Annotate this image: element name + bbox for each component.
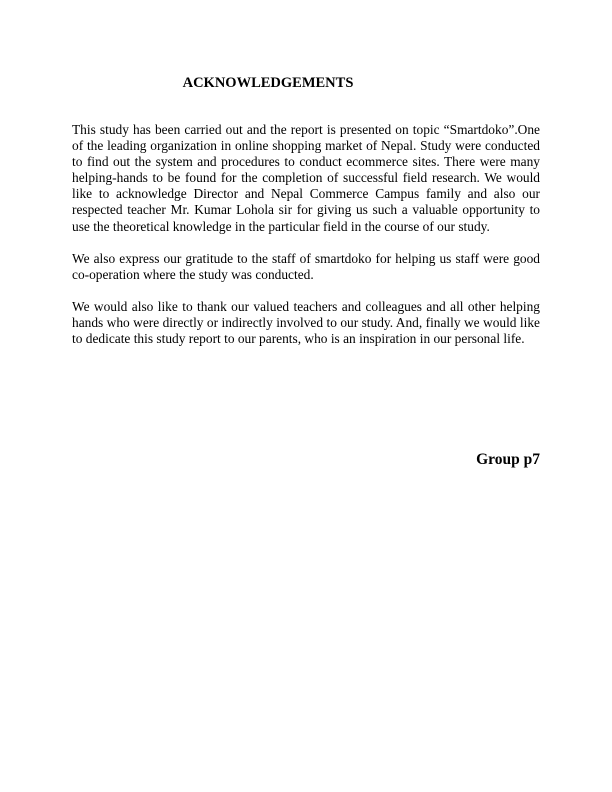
paragraph-gratitude: We also express our gratitude to the staff of smartdoko for helping us staff were good co-operation where the study was conducted. — [72, 250, 540, 282]
paragraph-thanks: We would also like to thank our valued teachers and colleagues and all other helping hands who were directly or indirectly involved to our study. And, finally we would like to dedicate this study report to our parents, who is an inspiration in our personal life. — [72, 298, 540, 347]
paragraph-intro: This study has been carried out and the report is presented on topic “Smartdoko”.One of the leading organization in online shopping market of Nepal. Study were conducted to find out the system and procedures to conduct ecommerce sites. There were many helping-hands to be found for the completion of successful field research. We would like to acknowledge Director and Nepal Commerce Campus family and also our respected teacher Mr. Kumar Lohola sir for giving us such a valuable opportunity to use the theoretical knowledge in the particular field in the course of our study. — [72, 122, 540, 234]
acknowledgement-body — [72, 122, 540, 363]
page-title: ACKNOWLEDGEMENTS — [182, 75, 354, 91]
signature: Group p7 — [476, 451, 540, 468]
